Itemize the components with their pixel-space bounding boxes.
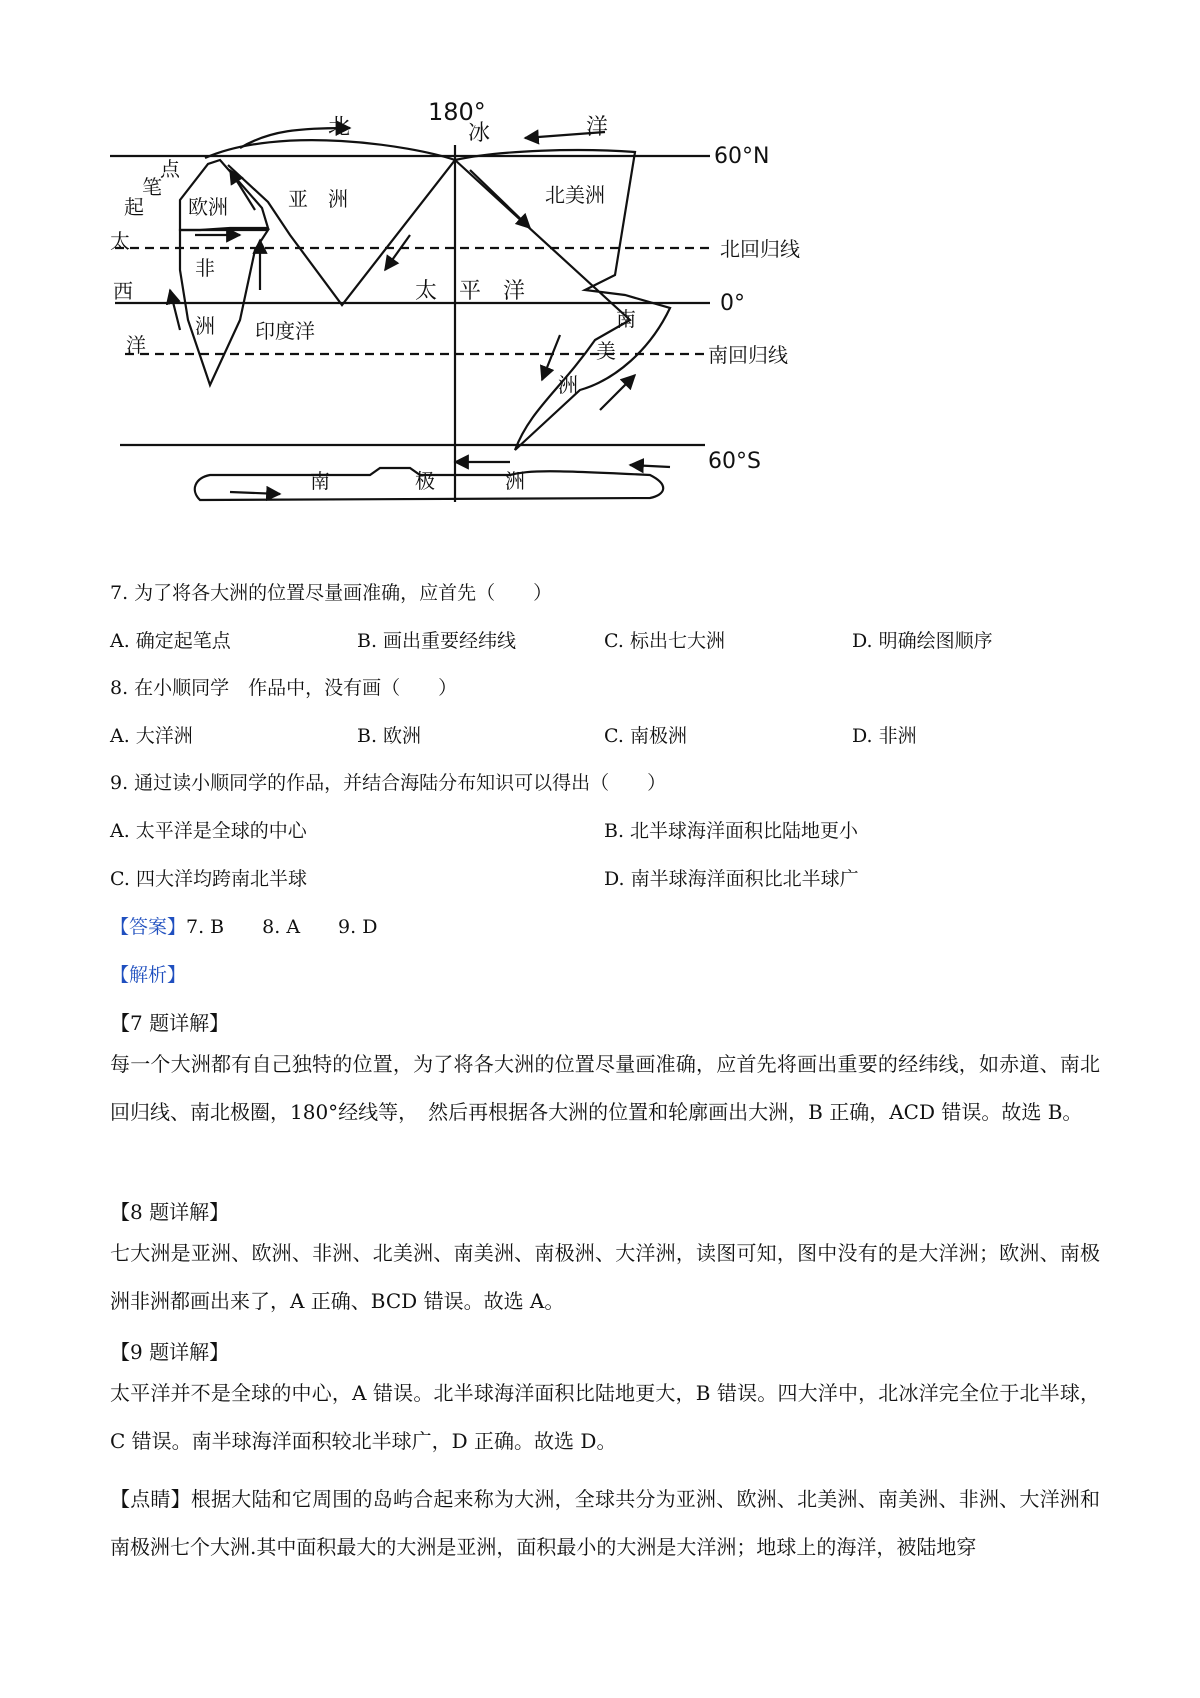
label-dian: 点: [160, 157, 180, 181]
arrow-pac-down: [470, 170, 530, 228]
label-qi: 起: [124, 195, 144, 219]
label-bi: 笔: [142, 175, 162, 199]
detail-8-heading: 【8 题详解】: [110, 1200, 230, 1224]
answer-text: 7. B 8. A 9. D: [186, 916, 378, 938]
label-mei-sa: 美: [596, 339, 616, 363]
label-asia: 亚 洲: [288, 187, 348, 211]
label-zhou-sa: 洲: [558, 373, 578, 397]
label-60s: 60°S: [708, 449, 761, 474]
detail-9-heading: 【9 题详解】: [110, 1340, 230, 1364]
label-bing: 冰: [468, 121, 491, 146]
arrow-ant-right-top: [630, 465, 670, 467]
point-tag: 【点睛】: [110, 1487, 191, 1511]
label-yang-top: 洋: [586, 115, 609, 140]
q9-option-c[interactable]: C. 四大洋均跨南北半球: [110, 868, 307, 890]
q9-option-b[interactable]: B. 北半球海洋面积比陆地更小: [604, 820, 859, 842]
q7-option-a[interactable]: A. 确定起笔点: [110, 630, 231, 652]
q8-option-c[interactable]: C. 南极洲: [604, 725, 687, 747]
q9-option-d[interactable]: D. 南半球海洋面积比北半球广: [604, 868, 859, 890]
q7-option-d[interactable]: D. 明确绘图顺序: [852, 630, 993, 652]
point-paragraph: [110, 1475, 1100, 1571]
label-bei: 北: [328, 115, 351, 140]
q8-option-a[interactable]: A. 大洋洲: [110, 725, 193, 747]
label-da: 太: [110, 229, 130, 253]
detail-7-heading: 【7 题详解】: [110, 1011, 230, 1035]
label-indian: 印度洋: [255, 319, 315, 343]
label-fei: 非: [195, 256, 215, 280]
q8-option-b[interactable]: B. 欧洲: [357, 725, 422, 747]
q7-option-b[interactable]: B. 画出重要经纬线: [357, 630, 517, 652]
label-north-america: 北美洲: [545, 183, 605, 207]
label-ant-zhou: 洲: [505, 469, 525, 493]
arrow-asia-up: [230, 170, 255, 210]
arrow-ant-bottom: [230, 492, 280, 494]
detail-9-body: 太平洋并不是全球的中心，A 错误。北半球海洋面积比陆地更大，B 错误。四大洋中，北冰洋完全位于北半球，C 错误。南半球海洋面积较北半球广，D 正确。故选 D。: [110, 1381, 1100, 1453]
q9-option-a[interactable]: A. 太平洋是全球的中心: [110, 820, 307, 842]
label-pacific: 太 平 洋: [415, 279, 526, 304]
africa-outline: [180, 230, 268, 385]
world-sketch-map: [110, 90, 930, 560]
label-tropic-n: 北回归线: [720, 237, 800, 261]
question-9-stem: 9. 通过读小顺同学的作品，并结合海陆分布知识可以得出（ ）: [110, 772, 667, 794]
answer-tag: 【答案】: [110, 916, 187, 938]
analysis-tag: 【解析】: [110, 964, 187, 986]
answer-line: [110, 912, 377, 939]
label-ant-nan: 南: [310, 469, 330, 493]
label-yang-left: 洋: [126, 333, 146, 357]
arrow-pac-mid: [385, 235, 410, 270]
label-tropic-s: 南回归线: [708, 343, 788, 367]
question-8-stem: 8. 在小顺同学 作品中，没有画（ ）: [110, 677, 458, 699]
label-nan-sa: 南: [616, 307, 636, 331]
q8-option-d[interactable]: D. 非洲: [852, 725, 917, 747]
label-180: 180°: [428, 98, 486, 126]
detail-8-body: 七大洲是亚洲、欧洲、非洲、北美洲、南美洲、南极洲、大洋洲，读图可知，图中没有的是大洋洲；欧洲、南极洲非洲都画出来了，A 正确、BCD 错误。故选 A。: [110, 1241, 1100, 1313]
point-body: 根据大陆和它周围的岛屿合起来称为大洲，全球共分为亚洲、欧洲、北美洲、南美洲、非洲、大洋洲和南极洲七个大洲.其中面积最大的大洲是亚洲，面积最小的大洲是大洋洲；地球上的海洋，被陆地穿: [110, 1487, 1101, 1559]
q7-option-c[interactable]: C. 标出七大洲: [604, 630, 725, 652]
label-europe: 欧洲: [188, 195, 228, 219]
arrow-africa-left-up: [170, 290, 180, 330]
label-60n: 60°N: [714, 144, 770, 169]
label-equator: 0°: [720, 291, 745, 316]
label-xi: 西: [113, 279, 133, 303]
label-ant-ji: 极: [415, 469, 435, 493]
detail-7-body: 每一个大洲都有自己独特的位置，为了将各大洲的位置尽量画准确，应首先将画出重要的经纬线，如赤道、南北回归线、南北极圈，180°经线等， 然后再根据各大洲的位置和轮廓画出大洲，B 正确，ACD 错误。故选 B。: [110, 1052, 1100, 1124]
label-zhou-africa: 洲: [195, 314, 215, 338]
question-7-stem: 7. 为了将各大洲的位置尽量画准确，应首先（ ）: [110, 582, 553, 604]
